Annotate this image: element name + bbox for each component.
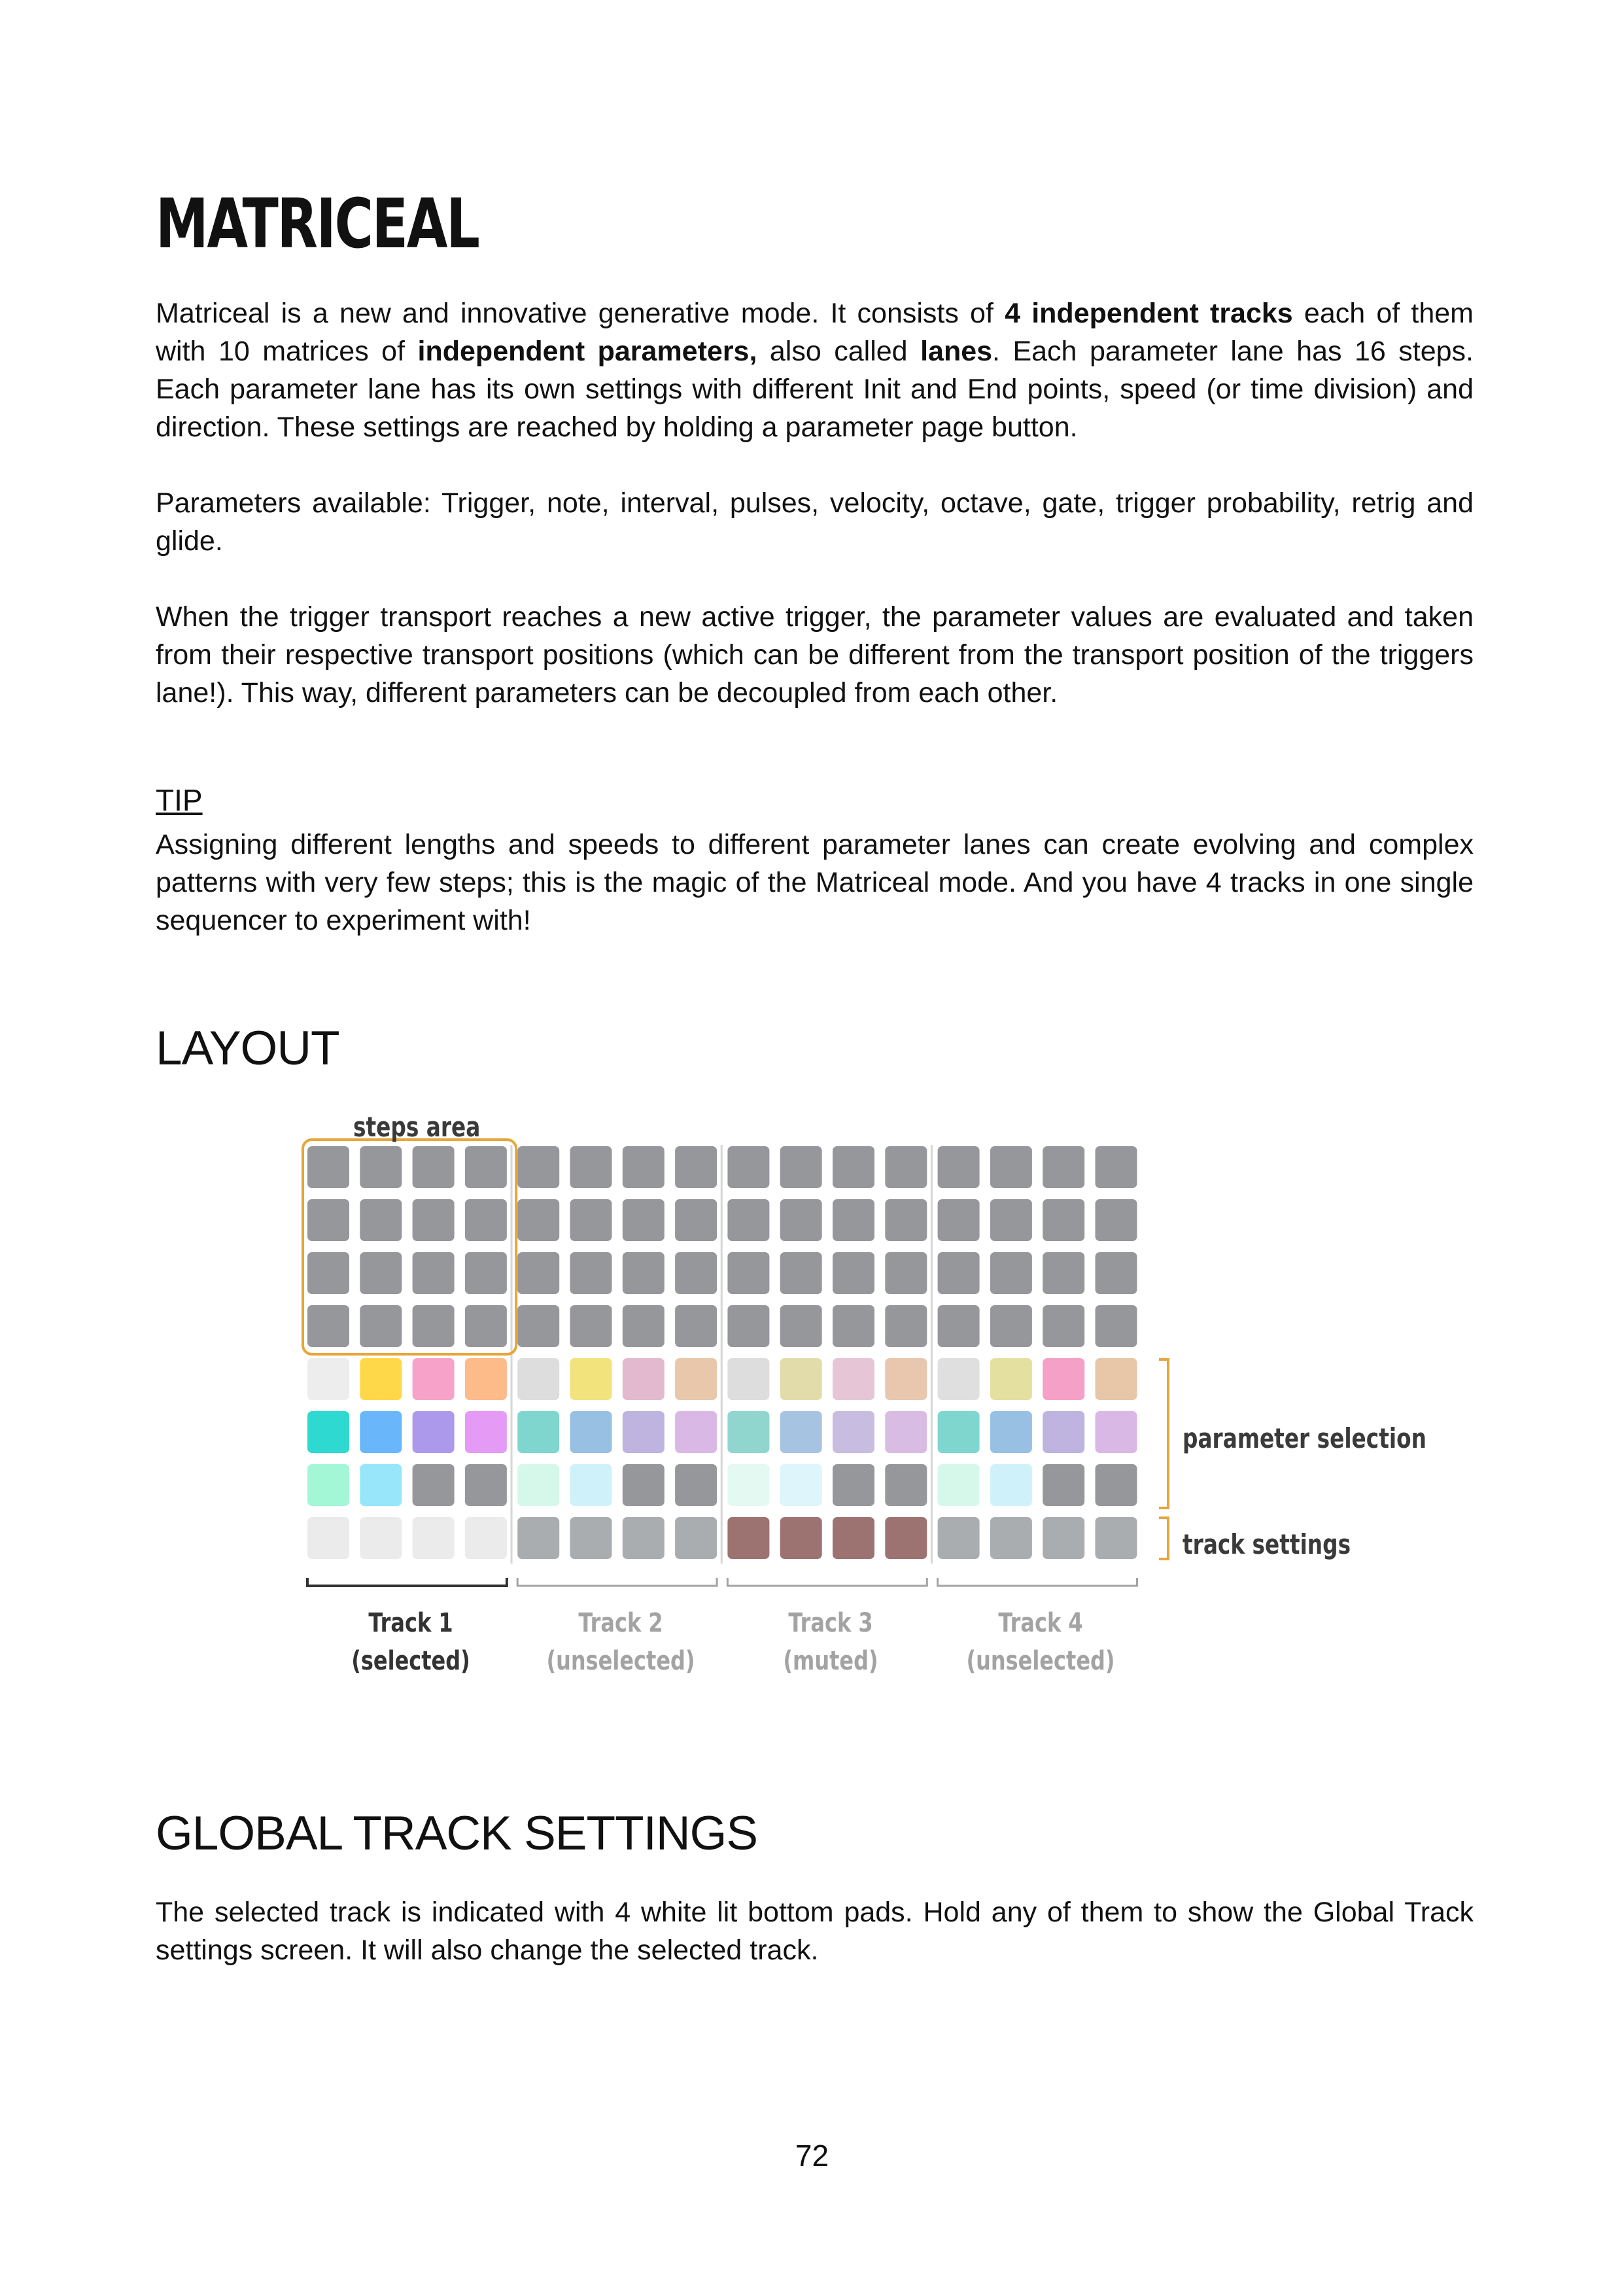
parameter-selection-pad[interactable] bbox=[1043, 1411, 1084, 1453]
track-settings-pad[interactable] bbox=[990, 1517, 1032, 1559]
parameter-selection-pad[interactable] bbox=[517, 1464, 559, 1506]
parameter-selection-pad[interactable] bbox=[833, 1411, 874, 1453]
step-pad[interactable] bbox=[938, 1146, 980, 1188]
track-3-label bbox=[744, 1604, 917, 1680]
parameter-selection-pad[interactable] bbox=[1043, 1464, 1084, 1506]
parameter-selection-pad[interactable] bbox=[413, 1411, 455, 1453]
step-pad[interactable] bbox=[780, 1146, 822, 1188]
step-pad[interactable] bbox=[517, 1146, 559, 1188]
track-settings-label: track settings bbox=[1183, 1528, 1351, 1560]
parameter-selection-pad[interactable] bbox=[623, 1358, 665, 1400]
step-pad[interactable] bbox=[307, 1252, 349, 1294]
parameter-selection-pad[interactable] bbox=[780, 1358, 822, 1400]
step-pad[interactable] bbox=[623, 1252, 665, 1294]
step-pad[interactable] bbox=[833, 1146, 874, 1188]
page-title: MATRICEAL bbox=[156, 184, 479, 264]
step-pad[interactable] bbox=[413, 1199, 455, 1241]
intro-bold-parameters: independent parameters, bbox=[417, 336, 757, 367]
layout-heading: LAYOUT bbox=[156, 1022, 339, 1075]
step-pad[interactable] bbox=[675, 1146, 717, 1188]
step-pad[interactable] bbox=[990, 1305, 1032, 1347]
track-settings-pad[interactable] bbox=[1043, 1517, 1084, 1559]
parameter-selection-pad[interactable] bbox=[780, 1411, 822, 1453]
step-pad[interactable] bbox=[1043, 1305, 1084, 1347]
step-pad[interactable] bbox=[465, 1252, 507, 1294]
parameter-selection-pad[interactable] bbox=[833, 1358, 874, 1400]
step-pad[interactable] bbox=[833, 1305, 874, 1347]
step-pad[interactable] bbox=[675, 1199, 717, 1241]
step-pad[interactable] bbox=[307, 1146, 349, 1188]
step-pad[interactable] bbox=[675, 1305, 717, 1347]
parameter-selection-pad[interactable] bbox=[990, 1464, 1032, 1506]
parameter-selection-pad[interactable] bbox=[1096, 1411, 1137, 1453]
parameter-selection-pad[interactable] bbox=[360, 1464, 402, 1506]
steps-area-label: steps area bbox=[353, 1111, 481, 1143]
step-pad[interactable] bbox=[623, 1305, 665, 1347]
step-pad[interactable] bbox=[885, 1199, 927, 1241]
step-pad[interactable] bbox=[570, 1146, 612, 1188]
track-settings-pad[interactable] bbox=[938, 1517, 980, 1559]
parameter-selection-pad[interactable] bbox=[465, 1464, 507, 1506]
track-1-bracket bbox=[307, 1578, 507, 1586]
parameter-selection-pad[interactable] bbox=[675, 1464, 717, 1506]
step-pad[interactable] bbox=[413, 1305, 455, 1347]
track-4-label bbox=[954, 1604, 1127, 1680]
parameter-selection-pad[interactable] bbox=[1043, 1358, 1084, 1400]
parameter-selection-pad[interactable] bbox=[360, 1358, 402, 1400]
track-1-label bbox=[324, 1604, 497, 1680]
step-pad[interactable] bbox=[517, 1199, 559, 1241]
step-pad[interactable] bbox=[1096, 1199, 1137, 1241]
step-pad[interactable] bbox=[570, 1199, 612, 1241]
parameter-selection-pad[interactable] bbox=[307, 1464, 349, 1506]
step-pad[interactable] bbox=[938, 1305, 980, 1347]
track-settings-pad[interactable] bbox=[833, 1517, 874, 1559]
track-settings-pad[interactable] bbox=[675, 1517, 717, 1559]
track-settings-pad[interactable] bbox=[465, 1517, 507, 1559]
step-pad[interactable] bbox=[570, 1252, 612, 1294]
parameter-selection-pad[interactable] bbox=[675, 1358, 717, 1400]
track-2-name: Track 2 bbox=[578, 1608, 663, 1638]
track-2-bracket bbox=[517, 1578, 717, 1586]
step-pad[interactable] bbox=[938, 1199, 980, 1241]
track-settings-pad[interactable] bbox=[885, 1517, 927, 1559]
step-pad[interactable] bbox=[727, 1146, 769, 1188]
parameter-selection-pad[interactable] bbox=[727, 1411, 769, 1453]
parameter-selection-pad[interactable] bbox=[938, 1411, 980, 1453]
step-pad[interactable] bbox=[675, 1252, 717, 1294]
track-4-state: (unselected) bbox=[966, 1646, 1115, 1676]
step-pad[interactable] bbox=[465, 1146, 507, 1188]
track-settings-pad[interactable] bbox=[307, 1517, 349, 1559]
tip-heading: TIP bbox=[156, 783, 203, 817]
step-pad[interactable] bbox=[938, 1252, 980, 1294]
step-pad[interactable] bbox=[780, 1252, 822, 1294]
track-3-name: Track 3 bbox=[788, 1608, 873, 1638]
step-pad[interactable] bbox=[517, 1252, 559, 1294]
track-settings-pad[interactable] bbox=[570, 1517, 612, 1559]
step-pad[interactable] bbox=[465, 1305, 507, 1347]
tip-paragraph: Assigning different lengths and speeds to different parameter lanes can create evolving and complex patterns with very few steps; this is the magic of the Matriceal mode. And you have 4 tracks in one single sequencer to experiment with! bbox=[156, 829, 1474, 936]
step-pad[interactable] bbox=[885, 1305, 927, 1347]
step-pad[interactable] bbox=[780, 1305, 822, 1347]
track-1-state: (selected) bbox=[351, 1646, 470, 1676]
parameter-selection-label: parameter selection bbox=[1183, 1422, 1426, 1454]
parameter-selection-bracket bbox=[1159, 1359, 1168, 1508]
step-pad[interactable] bbox=[885, 1252, 927, 1294]
parameter-selection-pad[interactable] bbox=[1096, 1358, 1137, 1400]
track-settings-pad[interactable] bbox=[727, 1517, 769, 1559]
step-pad[interactable] bbox=[1096, 1146, 1137, 1188]
step-pad[interactable] bbox=[833, 1252, 874, 1294]
track-3-state: (muted) bbox=[783, 1646, 878, 1676]
track-settings-pad[interactable] bbox=[360, 1517, 402, 1559]
parameter-selection-pad[interactable] bbox=[833, 1464, 874, 1506]
track-settings-pad[interactable] bbox=[780, 1517, 822, 1559]
step-pad[interactable] bbox=[885, 1146, 927, 1188]
intro-text: also called bbox=[757, 336, 921, 367]
step-pad[interactable] bbox=[413, 1146, 455, 1188]
parameter-selection-pad[interactable] bbox=[413, 1464, 455, 1506]
step-pad[interactable] bbox=[990, 1146, 1032, 1188]
parameter-selection-pad[interactable] bbox=[885, 1358, 927, 1400]
parameter-selection-pad[interactable] bbox=[465, 1411, 507, 1453]
step-pad[interactable] bbox=[1043, 1199, 1084, 1241]
parameter-selection-pad[interactable] bbox=[780, 1464, 822, 1506]
track-4-name: Track 4 bbox=[998, 1608, 1083, 1638]
step-pad[interactable] bbox=[1043, 1252, 1084, 1294]
track-settings-pad[interactable] bbox=[623, 1517, 665, 1559]
step-pad[interactable] bbox=[1096, 1252, 1137, 1294]
step-pad[interactable] bbox=[623, 1146, 665, 1188]
track-2-label bbox=[534, 1604, 707, 1680]
intro-bold-lanes: lanes bbox=[920, 336, 993, 367]
track-3-bracket bbox=[727, 1578, 927, 1586]
parameter-selection-pad[interactable] bbox=[413, 1358, 455, 1400]
global-track-settings-paragraph: The selected track is indicated with 4 white lit bottom pads. Hold any of them to show the Global Track settings screen. It will also change the selected track. bbox=[156, 1897, 1474, 1966]
step-pad[interactable] bbox=[360, 1252, 402, 1294]
parameter-selection-pad[interactable] bbox=[570, 1358, 612, 1400]
parameter-selection-pad[interactable] bbox=[623, 1464, 665, 1506]
intro-text: . Each parameter lane has 16 steps. Each parameter lane has its own settings with different Init and End points, speed (or time division) and direction. These settings are reached by holding a parameter page button. bbox=[156, 336, 1474, 443]
parameter-selection-pad[interactable] bbox=[465, 1358, 507, 1400]
track-settings-bracket bbox=[1159, 1518, 1168, 1559]
step-pad[interactable] bbox=[413, 1252, 455, 1294]
step-pad[interactable] bbox=[570, 1305, 612, 1347]
parameter-selection-pad[interactable] bbox=[727, 1464, 769, 1506]
parameters-paragraph: Parameters available: Trigger, note, interval, pulses, velocity, octave, gate, trigger probability, retrig and glide. bbox=[156, 487, 1474, 557]
step-pad[interactable] bbox=[360, 1305, 402, 1347]
parameter-selection-pad[interactable] bbox=[675, 1411, 717, 1453]
track-2-state: (unselected) bbox=[546, 1646, 695, 1676]
step-pad[interactable] bbox=[1043, 1146, 1084, 1188]
parameter-selection-pad[interactable] bbox=[1096, 1464, 1137, 1506]
parameter-selection-pad[interactable] bbox=[517, 1358, 559, 1400]
step-pad[interactable] bbox=[727, 1199, 769, 1241]
parameter-selection-pad[interactable] bbox=[938, 1358, 980, 1400]
parameter-selection-pad[interactable] bbox=[570, 1464, 612, 1506]
parameter-selection-pad[interactable] bbox=[623, 1411, 665, 1453]
parameter-selection-pad[interactable] bbox=[727, 1358, 769, 1400]
intro-text: each of them with 10 matrices of bbox=[156, 298, 1474, 367]
step-pad[interactable] bbox=[360, 1199, 402, 1241]
parameter-selection-pad[interactable] bbox=[938, 1464, 980, 1506]
parameter-selection-pad[interactable] bbox=[885, 1464, 927, 1506]
parameter-selection-pad[interactable] bbox=[360, 1411, 402, 1453]
step-pad[interactable] bbox=[727, 1305, 769, 1347]
step-pad[interactable] bbox=[465, 1199, 507, 1241]
step-pad[interactable] bbox=[307, 1305, 349, 1347]
intro-text: Matriceal is a new and innovative generative mode. It consists of bbox=[156, 298, 1005, 329]
step-pad[interactable] bbox=[780, 1199, 822, 1241]
parameter-selection-pad[interactable] bbox=[885, 1411, 927, 1453]
page-number: 72 bbox=[795, 2139, 829, 2173]
parameter-selection-pad[interactable] bbox=[517, 1411, 559, 1453]
parameter-selection-pad[interactable] bbox=[990, 1411, 1032, 1453]
step-pad[interactable] bbox=[517, 1305, 559, 1347]
parameter-selection-pad[interactable] bbox=[570, 1411, 612, 1453]
track-settings-pad[interactable] bbox=[1096, 1517, 1137, 1559]
step-pad[interactable] bbox=[307, 1199, 349, 1241]
parameter-selection-pad[interactable] bbox=[990, 1358, 1032, 1400]
global-track-settings-heading: GLOBAL TRACK SETTINGS bbox=[156, 1807, 758, 1860]
step-pad[interactable] bbox=[1096, 1305, 1137, 1347]
step-pad[interactable] bbox=[727, 1252, 769, 1294]
step-pad[interactable] bbox=[990, 1199, 1032, 1241]
track-settings-pad[interactable] bbox=[517, 1517, 559, 1559]
track-4-bracket bbox=[938, 1578, 1137, 1586]
intro-bold-tracks: 4 independent tracks bbox=[1005, 298, 1293, 329]
track-settings-pad[interactable] bbox=[413, 1517, 455, 1559]
track-1-name: Track 1 bbox=[368, 1608, 453, 1638]
step-pad[interactable] bbox=[990, 1252, 1032, 1294]
step-pad[interactable] bbox=[623, 1199, 665, 1241]
parameter-selection-pad[interactable] bbox=[307, 1411, 349, 1453]
step-pad[interactable] bbox=[360, 1146, 402, 1188]
step-pad[interactable] bbox=[833, 1199, 874, 1241]
parameter-selection-pad[interactable] bbox=[307, 1358, 349, 1400]
transport-paragraph: When the trigger transport reaches a new active trigger, the parameter values are evaluated and taken from their respective transport positions (which can be different from the transport position of the triggers lane!). This way, different parameters can be decoupled from each other. bbox=[156, 601, 1474, 709]
